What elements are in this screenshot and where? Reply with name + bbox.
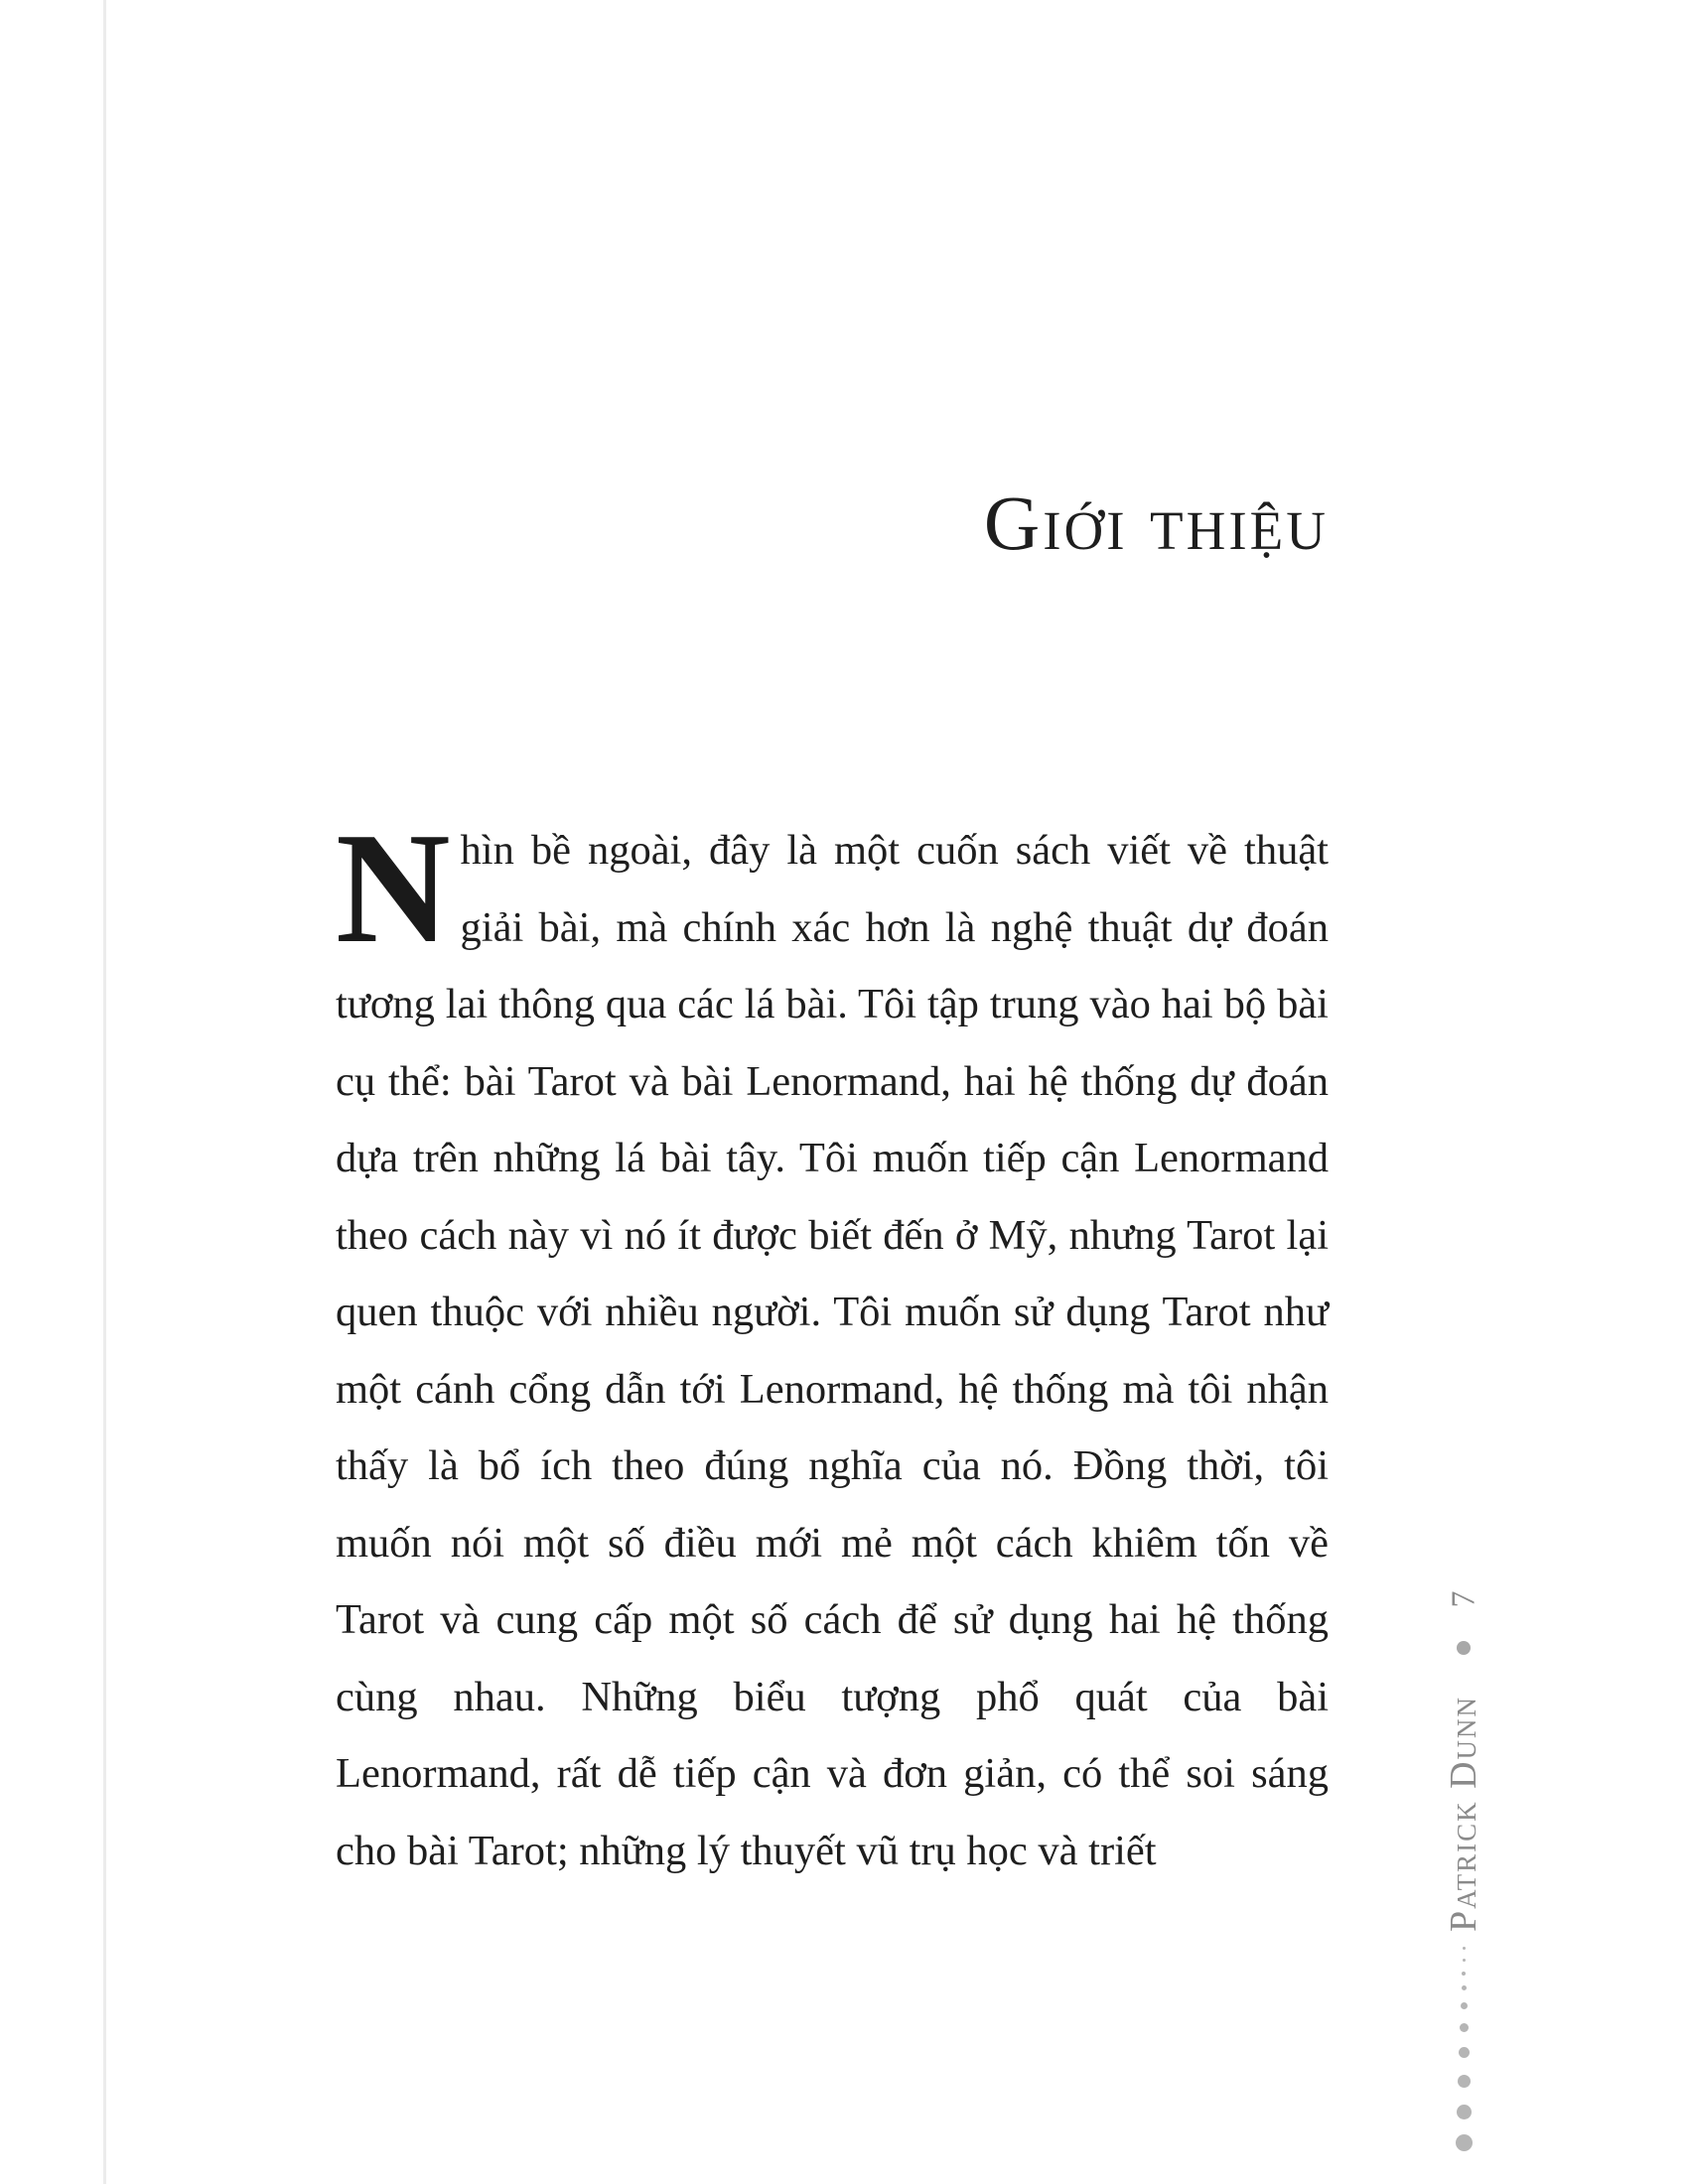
trail-dot bbox=[1457, 2105, 1472, 2119]
chapter-title-text: Giới thiệu bbox=[983, 479, 1329, 566]
trail-dot bbox=[1463, 1959, 1466, 1962]
trail-dot bbox=[1458, 2075, 1471, 2088]
trail-dot bbox=[1461, 2002, 1468, 2009]
trail-dot bbox=[1460, 2023, 1469, 2032]
trail-dot bbox=[1462, 1985, 1467, 1990]
body-paragraph bbox=[336, 799, 1329, 1889]
page-number bbox=[1439, 1570, 1488, 1629]
author-name-text: Patrick Dunn bbox=[1443, 1695, 1484, 1933]
trail-dot bbox=[1456, 2134, 1473, 2151]
trail-dot bbox=[1459, 2047, 1470, 2058]
drop-cap: N bbox=[336, 799, 451, 976]
trail-dot bbox=[1462, 1972, 1466, 1976]
decorative-dot-trail bbox=[1439, 1947, 1488, 2150]
author-name bbox=[1445, 1696, 1482, 1932]
running-head bbox=[1439, 1570, 1488, 2155]
chapter-title bbox=[983, 479, 1329, 566]
body-paragraph-text: hìn bề ngoài, đây là một cuốn sách viết về thuật giải bài, mà chính xác hơn là nghệ thuật dự đoán tương lai thông qua các lá bài. Tôi tập trung vào hai bộ bài cụ thể: bài Tarot và bài Lenormand, hai hệ thống dự đoán dựa trên những lá bài tây. Tôi muốn tiếp cận Lenormand theo cách này vì nó ít được biết đến ở Mỹ, nhưng Tarot lại quen thuộc với nhiều người. Tôi muốn sử dụng Tarot như một cánh cổng dẫn tới Lenormand, hệ thống mà tôi nhận thấy là bổ ích theo đúng nghĩa của nó. Đồng thời, tôi muốn nói một số điều mới mẻ một cách khiêm tốn về Tarot và cung cấp một số cách để sử dụng hai hệ thống cùng nhau. Những biểu tượng phổ quát của bài Lenormand, rất dễ tiếp cận và đơn giản, có thể soi sáng cho bài Tarot; những lý thuyết vũ trụ học và triết bbox=[336, 827, 1329, 1874]
page-number-text: 7 bbox=[1445, 1590, 1481, 1608]
page-gutter-line bbox=[103, 0, 106, 2184]
separator-dot bbox=[1457, 1641, 1471, 1655]
trail-dot bbox=[1463, 1947, 1466, 1950]
